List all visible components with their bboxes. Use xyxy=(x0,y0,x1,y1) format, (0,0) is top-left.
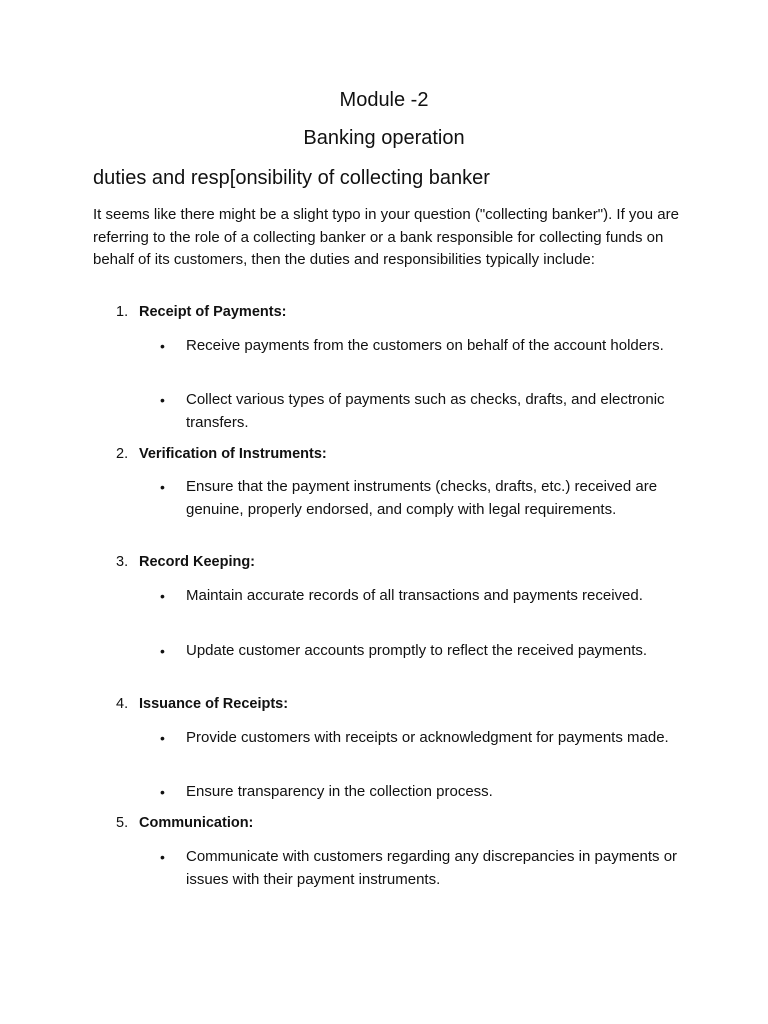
list-number: 5. xyxy=(116,815,129,831)
bullet-icon: • xyxy=(160,392,165,408)
bullet-item xyxy=(160,640,680,663)
bullet-item xyxy=(160,846,680,891)
bullet-icon: • xyxy=(160,784,165,800)
list-item-communication xyxy=(116,815,253,831)
list-item-receipt-of-payments xyxy=(116,304,286,320)
bullet-icon: • xyxy=(160,849,165,865)
list-item-title: Communication: xyxy=(139,815,254,831)
bullet-text: Update customer accounts promptly to reflect the received payments. xyxy=(186,642,648,659)
module-title: Module -2 xyxy=(339,89,429,111)
list-item-verification-of-instruments xyxy=(116,446,327,462)
list-item-record-keeping xyxy=(116,554,255,570)
bullet-icon: • xyxy=(160,730,165,746)
list-number: 2. xyxy=(116,446,129,462)
bullet-icon: • xyxy=(160,588,165,604)
bullet-item xyxy=(160,585,680,608)
bullet-text: Collect various types of payments such as checks, drafts, and electronic transfers. xyxy=(186,391,665,431)
bullet-item xyxy=(160,781,680,804)
list-number: 4. xyxy=(116,696,129,712)
bullet-item xyxy=(160,335,680,358)
list-item-title: Record Keeping: xyxy=(139,554,256,570)
bullet-text: Ensure transparency in the collection process. xyxy=(186,783,493,800)
bullet-item xyxy=(160,389,680,434)
list-number: 3. xyxy=(116,554,129,570)
bullet-item xyxy=(160,476,680,521)
intro-paragraph: It seems like there might be a slight typo in your question ("collecting banker"). If you are referring to the role of a collecting banker or a bank responsible for collecting funds on behalf of its customers, then the duties and responsibilities typically include: xyxy=(93,206,679,268)
list-number: 1. xyxy=(116,304,129,320)
bullet-text: Maintain accurate records of all transactions and payments received. xyxy=(186,587,643,604)
bullet-text: Receive payments from the customers on behalf of the account holders. xyxy=(186,337,664,354)
bullet-icon: • xyxy=(160,643,165,659)
bullet-text: Ensure that the payment instruments (checks, drafts, etc.) received are genuine, properly endorsed, and comply with legal requirements. xyxy=(186,478,658,518)
section-heading: duties and resp[onsibility of collecting banker xyxy=(93,167,490,189)
list-item-title: Issuance of Receipts: xyxy=(139,696,289,712)
list-item-title: Receipt of Payments: xyxy=(139,304,287,320)
bullet-icon: • xyxy=(160,479,165,495)
subject-title: Banking operation xyxy=(303,127,465,149)
bullet-item xyxy=(160,727,680,750)
list-item-title: Verification of Instruments: xyxy=(139,446,327,462)
list-item-issuance-of-receipts xyxy=(116,696,288,712)
bullet-text: Communicate with customers regarding any discrepancies in payments or issues with their payment instruments. xyxy=(186,848,678,888)
bullet-icon: • xyxy=(160,338,165,354)
bullet-text: Provide customers with receipts or acknowledgment for payments made. xyxy=(186,729,669,746)
